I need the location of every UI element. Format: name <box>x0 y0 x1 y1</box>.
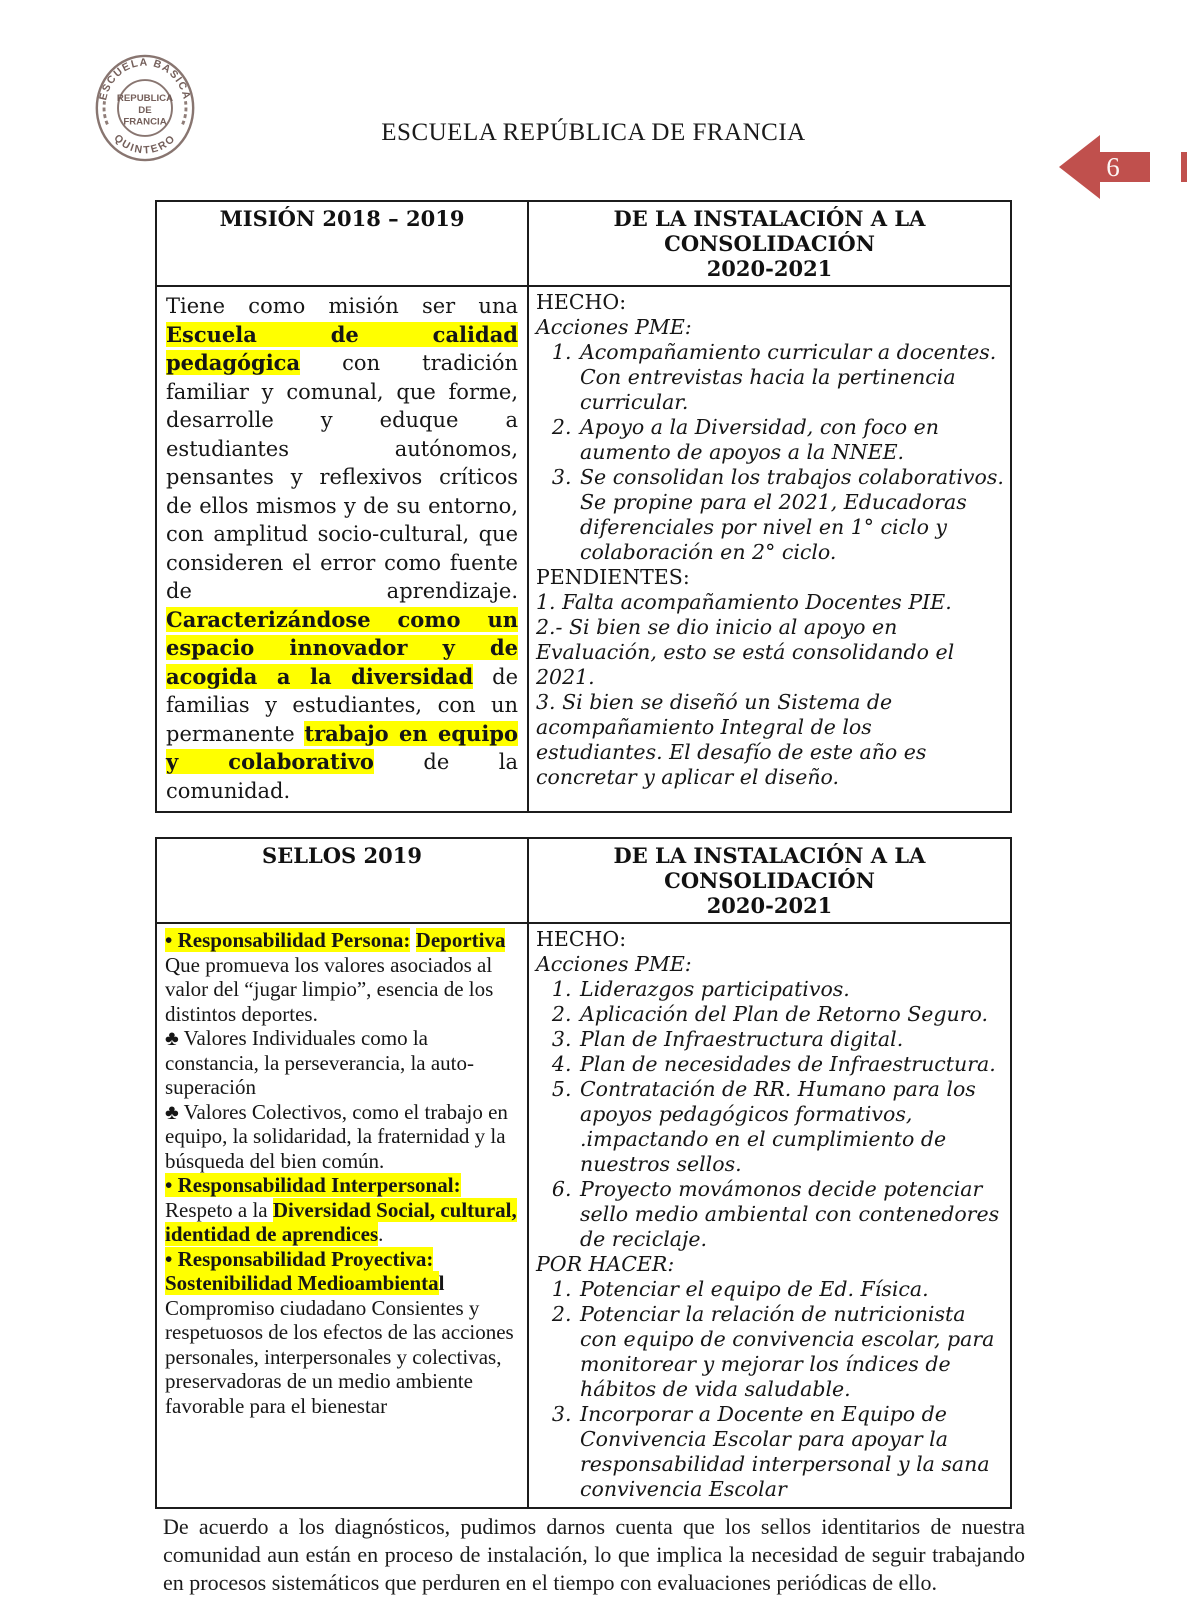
action-item: 2. Aplicación del Plan de Retorno Seguro. <box>578 1002 1004 1027</box>
mission-table <box>155 200 1012 813</box>
mission-actions-cell <box>528 286 1011 812</box>
acciones-pme-label: Acciones PME: <box>536 315 692 339</box>
school-stamp-logo <box>92 50 198 166</box>
closing-paragraph: De acuerdo a los diagnósticos, pudimos darnos cuenta que los sellos identitarios de nuestra comunidad aun están en proceso de instalación, lo que implica la necesidad de seguir trabajando en procesos sistemáticos que perduren en el tiempo con evaluaciones periódicas de ello. <box>163 1514 1025 1595</box>
sellos-text-cell <box>156 923 528 1508</box>
acciones-pme-label: Acciones PME: <box>536 952 692 976</box>
right-header-line2: 2020-2021 <box>706 256 833 281</box>
sellos-table <box>155 837 1012 1509</box>
sello-paragraph: • Responsabilidad Interpersonal: Respeto a la Diversidad Social, cultural, identidad de aprendices. <box>165 1173 517 1246</box>
pendientes-list <box>536 590 1004 790</box>
action-item: 3. Incorporar a Docente en Equipo de Convivencia Escolar para apoyar la responsabilidad interpersonal y la sana convivencia Escolar <box>578 1402 1004 1502</box>
action-item: 3. Se consolidan los trabajos colaborativos. Se propine para el 2021, Educadoras diferenciales por nivel en 1° ciclo y colaboración en 2° ciclo. <box>578 465 1004 565</box>
stamp-center-line3: FRANCIA <box>123 116 167 128</box>
action-item: 1. Liderazgos participativos. <box>578 977 1004 1002</box>
stamp-ring-bottom-text: QUINTERO <box>111 132 179 157</box>
action-item: 1. Potenciar el equipo de Ed. Física. <box>578 1277 1004 1302</box>
pendiente-item: 1. Falta acompañamiento Docentes PIE. <box>536 590 952 614</box>
right-header-line2: 2020-2021 <box>706 893 833 918</box>
pendientes-label: PENDIENTES: <box>536 565 690 589</box>
mission-text-cell: Tiene como misión ser una Escuela de calidad pedagógica con tradición familiar y comunal, que forme, desarrolle y eduque a estudiantes autónomos, pensantes y reflexivos críticos de ellos mismos y de su entorno, con amplitud socio-cultural, que consideren el error como fuente de aprendizaje. Caracterizándose como un espacio innovador y de acogida a la diversidad de familias y estudiantes, con un permanente trabajo en equipo y colaborativo de la comunidad. <box>156 286 528 812</box>
sello-paragraph: ♣ Valores Colectivos, como el trabajo en equipo, la solidaridad, la fraternidad y la búsqueda del bien común. <box>165 1099 508 1173</box>
page-number-badge <box>1057 131 1187 203</box>
action-item: 6. Proyecto movámonos decide potenciar sello medio ambiental con contenedores de reciclaje. <box>578 1177 1004 1252</box>
hecho-list <box>536 340 1004 565</box>
left-arrow-icon <box>1057 131 1187 203</box>
por-hacer-list <box>536 1277 1004 1502</box>
stamp-center-line2: DE <box>138 104 152 116</box>
action-item: 2. Apoyo a la Diversidad, con foco en aumento de apoyos a la NNEE. <box>578 415 1004 465</box>
sello-paragraph: • Responsabilidad Persona: Deportiva Que promueva los valores asociados al valor del “jugar limpio”, esencia de los distintos deportes. <box>165 928 506 1026</box>
hecho-label: HECHO: <box>536 290 627 314</box>
action-item: 4. Plan de necesidades de Infraestructura. <box>578 1052 1004 1077</box>
hecho-list <box>536 977 1004 1252</box>
sello-paragraph: ♣ Valores Individuales como la constancia, la perseverancia, la auto-superación <box>165 1026 475 1099</box>
action-item: 3. Plan de Infraestructura digital. <box>578 1027 1004 1052</box>
right-header-line1: DE LA INSTALACIÓN A LA CONSOLIDACIÓN <box>613 843 926 893</box>
page-number: 6 <box>1106 152 1120 182</box>
hecho-label: HECHO: <box>536 927 627 951</box>
action-item: 1. Acompañamiento curricular a docentes. Con entrevistas hacia la pertinencia curricular. <box>578 340 1004 415</box>
sellos-actions-cell <box>528 923 1011 1508</box>
table-gap <box>155 813 1010 837</box>
mission-table-right-header <box>528 201 1011 286</box>
pendiente-item: 3. Si bien se diseñó un Sistema de acompañamiento Integral de los estudiantes. El desafío de este año es concretar y aplicar el diseño. <box>536 690 927 789</box>
sello-paragraph: • Responsabilidad Proyectiva: Sostenibilidad Medioambiental Compromiso ciudadano Consientes y respetuosos de los efectos de las acciones personales, interpersonales y colectivas, preservadoras de un medio ambiente favorable para el bienestar <box>165 1246 514 1418</box>
right-header-line1: DE LA INSTALACIÓN A LA CONSOLIDACIÓN <box>613 206 926 256</box>
sellos-table-left-header: SELLOS 2019 <box>156 838 528 923</box>
action-item: 2. Potenciar la relación de nutricionista con equipo de convivencia escolar, para monitorear y mejorar los índices de hábitos de vida saludable. <box>578 1302 1004 1402</box>
document-body <box>155 200 1025 1597</box>
document-title: ESCUELA REPÚBLICA DE FRANCIA <box>381 119 806 146</box>
stamp-center-line1: REPUBLICA <box>116 93 174 105</box>
por-hacer-label: POR HACER: <box>536 1252 675 1276</box>
stamp-seal-icon <box>92 50 198 166</box>
sellos-table-right-header <box>528 838 1011 923</box>
pendiente-item: 2.- Si bien se dio inicio al apoyo en Evaluación, esto se está consolidando el 2021. <box>536 615 955 689</box>
action-item: 5. Contratación de RR. Humano para los apoyos pedagógicos formativos, .impactando en el cumplimiento de nuestros sellos. <box>578 1077 1004 1177</box>
mission-table-left-header: MISIÓN 2018 – 2019 <box>156 201 528 286</box>
stamp-ring-top-text: ESCUELA BASICA <box>97 56 193 102</box>
